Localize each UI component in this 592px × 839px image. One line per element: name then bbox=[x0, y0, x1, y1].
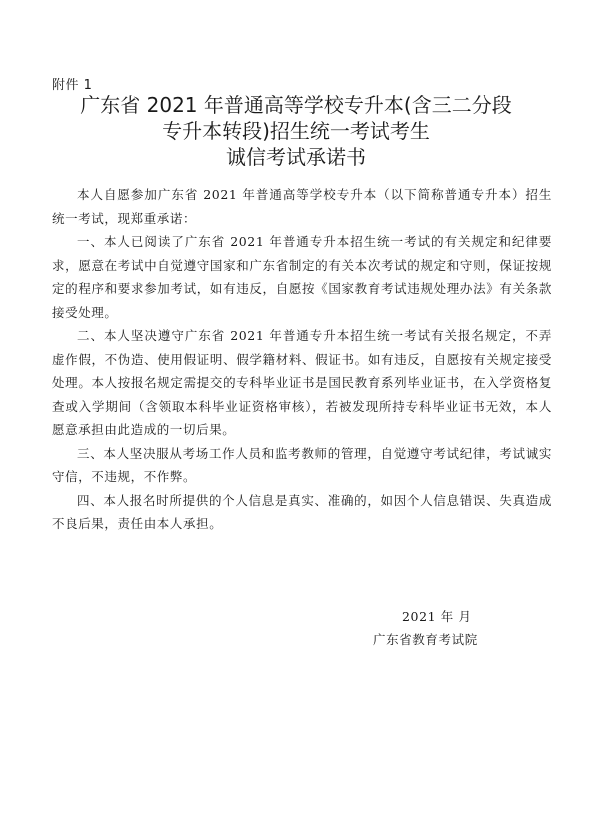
title-line-2: 专升本转段)招生统一考试考生 bbox=[162, 119, 430, 143]
pledge-paragraph-3: 三、本人坚决服从考场工作人员和监考教师的管理，自觉遵守考试纪律，考试诚实守信，不违规，不作弊。 bbox=[52, 445, 552, 484]
pledge-paragraph-4: 四、本人报名时所提供的个人信息是真实、准确的，如因个人信息错误、失真造成不良后果，责任由本人承担。 bbox=[52, 492, 552, 531]
title-line-1: 广东省 2021 年普通高等学校专升本(含三二分段 bbox=[80, 93, 512, 117]
title-line-3: 诚信考试承诺书 bbox=[226, 145, 366, 169]
pledge-paragraph-2: 二、本人坚决遵守广东省 2021 年普通专升本招生统一考试有关报名规定，不弄虚作假，不伪造、使用假证明、假学籍材料、假证书。如有违反，自愿按有关规定接受处理。本人按报名规定需提交的专科毕业证书是国民教育系列毕业证书，在入学资格复查或入学期间（含领取本科毕业证资格审核），若被发现所持专科毕业证书无效，本人愿意承担由此造成的一切后果。 bbox=[52, 328, 552, 437]
document-title bbox=[40, 92, 552, 170]
issuer-name: 广东省教育考试院 bbox=[373, 632, 478, 647]
attachment-label: 附件 1 bbox=[52, 78, 93, 93]
signature-date: 2021 年 月 bbox=[402, 609, 472, 624]
pledge-paragraph-1: 一、本人已阅读了广东省 2021 年普通专升本招生统一考试的有关规定和纪律要求，愿意在考试中自觉遵守国家和广东省制定的有关本次考试的规定和守则，保证按规定的程序和要求参加考试，如有违反，自愿按《国家教育考试违规处理办法》有关条款接受处理。 bbox=[52, 234, 552, 320]
document-body bbox=[52, 183, 552, 536]
intro-paragraph: 本人自愿参加广东省 2021 年普通高等学校专升本（以下简称普通专升本）招生统一考试，现郑重承诺： bbox=[52, 187, 552, 226]
